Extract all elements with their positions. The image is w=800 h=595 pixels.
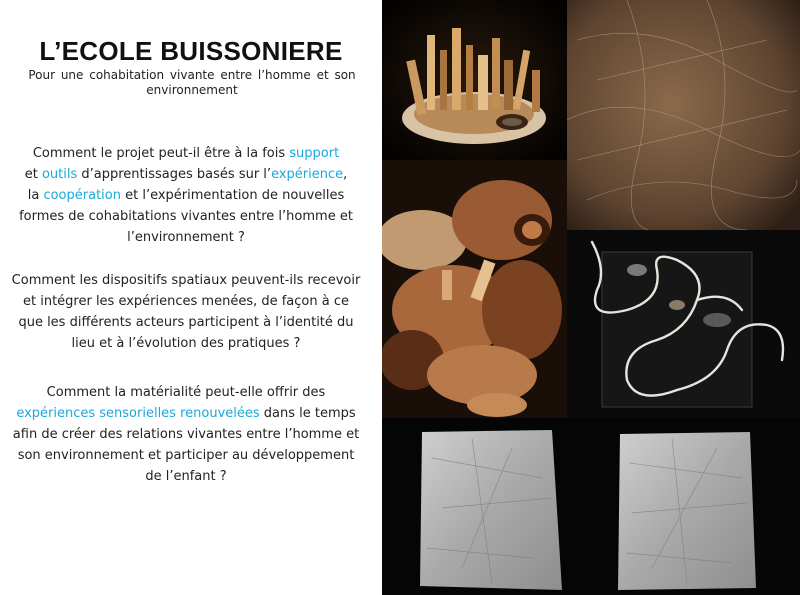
question-1 (8, 143, 364, 248)
q2-text: et intégrer les expériences menées, de façon à ce (22, 294, 349, 309)
q2-text: Comment les dispositifs spatiaux peuvent-ils recevoir (11, 273, 361, 288)
q2-text: lieu et à l’évolution des pratiques ? (71, 336, 301, 351)
keyword-experiences-sensorielles: expériences sensorielles renouvelées (16, 406, 260, 421)
photo-wood-sculpture (382, 0, 567, 160)
page-title: L’ECOLE BUISSONIERE (39, 36, 343, 66)
question-2 (8, 270, 364, 354)
photo-crumpled-paper (382, 418, 800, 595)
photo-bark-pieces (382, 160, 567, 418)
photo-string-glass (567, 230, 800, 418)
q1-text: , (343, 167, 348, 182)
q1-text: l’environnement ? (127, 230, 245, 245)
q3-text: afin de créer des relations vivantes entre l’homme et (12, 427, 360, 442)
q1-text: formes de cohabitations vivantes entre l’homme et (19, 209, 353, 224)
photo-cork-texture (567, 0, 800, 230)
keyword-experience: expérience (271, 167, 344, 182)
q3-text: son environnement et participer au développement (17, 448, 355, 463)
text-panel (0, 0, 382, 595)
q1-text: la (27, 188, 44, 203)
keyword-outils: outils (41, 167, 78, 182)
q1-text: d’apprentissages basés sur l’ (77, 167, 272, 182)
keyword-support: support (289, 146, 340, 161)
q2-text: que les différents acteurs participent à l’identité du (18, 315, 354, 330)
photo-collage (382, 0, 800, 595)
q3-text: Comment la matérialité peut-elle offrir des (46, 385, 326, 400)
keyword-cooperation: coopération (43, 188, 121, 203)
q1-text: Comment le projet peut-il être à la fois (32, 146, 290, 161)
q1-text: et (24, 167, 42, 182)
q1-text: et l’expérimentation de nouvelles (120, 188, 345, 203)
question-3 (8, 382, 364, 487)
page-subtitle: Pour une cohabitation vivante entre l’homme et son environnement (28, 68, 356, 97)
q3-text: de l’enfant ? (145, 469, 227, 484)
q3-text: dans le temps (259, 406, 356, 421)
